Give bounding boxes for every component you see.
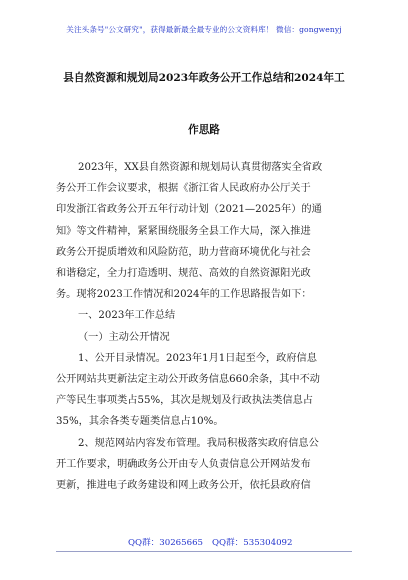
body-line: 务公开工作会议要求，根据《浙江省人民政府办公厅关于: [56, 183, 311, 195]
footer-qq-group-2: QQ群：535304092: [212, 538, 293, 548]
body-line: 和谐稳定，全力打造透明、规范、高效的自然资源阳光政: [56, 268, 311, 279]
body-line: 开工作要求，明确政务公开由专人负责信息公开网站发布: [56, 458, 311, 470]
document-title-line-1: 县自然资源和规划局2023年政务公开工作总结和2024年工: [63, 72, 345, 84]
body-line: 务。现将2023工作情况和2024年的工作思路报告如下：: [56, 289, 312, 301]
body-line: 产等民生事项类占55%，其次是规划及行政执法类信息占: [56, 395, 313, 407]
footer-qq-group-1: QQ群：30265665: [128, 538, 204, 548]
footer-divider: [56, 551, 352, 552]
body-line: （一）主动公开情况: [78, 331, 170, 343]
body-line: 2、规范网站内容发布管理。我局积极落实政府信息公: [78, 437, 319, 449]
footer: [0, 536, 408, 550]
body-line: 公开网站共更新法定主动公开政务信息660余条，其中不动: [56, 374, 320, 385]
body-line: 政务公开提质增效和风险防范，助力营商环境优化与社会: [56, 246, 311, 258]
body-line: 35%，其余各类专题类信息占10%。: [56, 416, 224, 428]
body-line: 1、公开目录情况。2023年1月1日起至今，政府信息: [78, 352, 317, 364]
body-line: 知》等文件精神，紧紧围绕服务全县工作大局，深入推进: [56, 225, 311, 237]
body-line: 2023年，XX县自然资源和规划局认真贯彻落实全省政: [78, 162, 323, 173]
body-line: 印发浙江省政务公开五年行动计划（2021—2025年）的通: [56, 204, 322, 216]
header-note: 关注头条号"公文研究"，获得最新最全最专业的公文资料库！ 微信：gongwenyj: [66, 25, 342, 34]
body-line: 更新，推进电子政务建设和网上政务公开，依托县政府信: [56, 480, 311, 491]
body-line: 一、2023年工作总结: [78, 310, 176, 322]
document-title-line-2: 作思路: [188, 124, 220, 136]
